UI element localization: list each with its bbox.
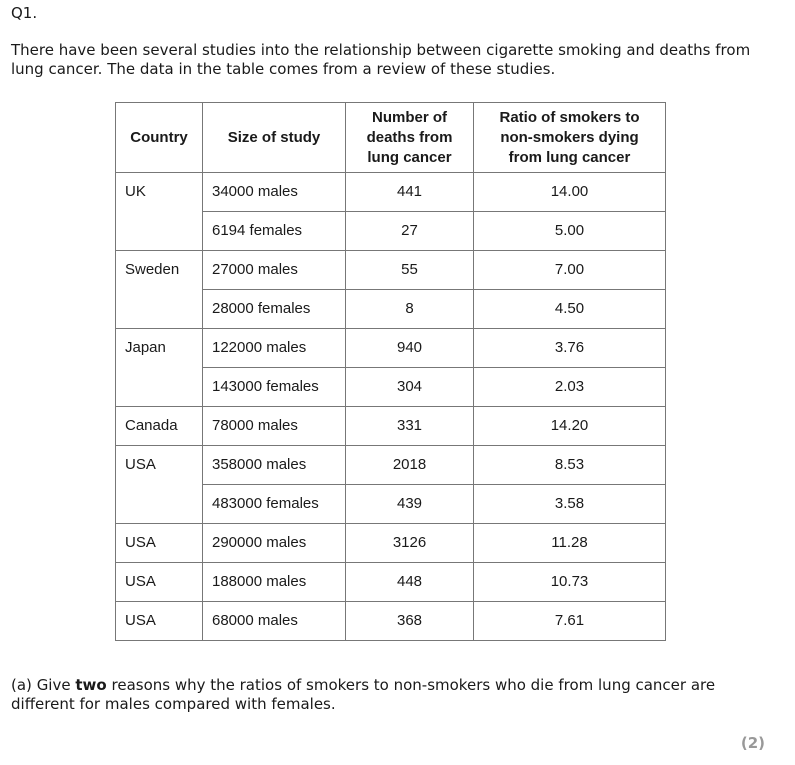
cell-country — [116, 290, 203, 329]
cell-ratio: 10.73 — [474, 563, 666, 602]
cell-size: 483000 females — [203, 485, 346, 524]
cell-ratio: 14.00 — [474, 173, 666, 212]
cell-country: Sweden — [116, 251, 203, 290]
part-a-prefix: Give — [36, 676, 71, 694]
marks-label: (2) — [740, 734, 765, 752]
cell-deaths: 2018 — [346, 446, 474, 485]
cell-size: 290000 males — [203, 524, 346, 563]
cell-ratio: 2.03 — [474, 368, 666, 407]
cell-ratio: 11.28 — [474, 524, 666, 563]
cell-size: 28000 females — [203, 290, 346, 329]
cell-country — [116, 368, 203, 407]
lung-cancer-table — [115, 102, 666, 641]
question-number: Q1. — [11, 4, 38, 22]
cell-size: 6194 females — [203, 212, 346, 251]
cell-country — [116, 485, 203, 524]
cell-ratio: 4.50 — [474, 290, 666, 329]
cell-ratio: 7.00 — [474, 251, 666, 290]
question-intro: There have been several studies into the relationship between cigarette smoking and deaths from lung cancer. The data in the table comes from a review of these studies. — [11, 41, 751, 78]
cell-ratio: 7.61 — [474, 602, 666, 641]
cell-country: USA — [116, 602, 203, 641]
cell-deaths: 304 — [346, 368, 474, 407]
part-a-question — [11, 676, 781, 714]
cell-deaths: 8 — [346, 290, 474, 329]
cell-country: USA — [116, 524, 203, 563]
table-row — [116, 563, 666, 602]
header-size: Size of study — [203, 103, 346, 173]
table-row — [116, 212, 666, 251]
part-a-label: (a) — [11, 676, 32, 694]
header-ratio — [474, 103, 666, 173]
cell-deaths: 940 — [346, 329, 474, 368]
cell-deaths: 439 — [346, 485, 474, 524]
cell-deaths: 3126 — [346, 524, 474, 563]
part-a-text: reasons why the ratios of smokers to non-smokers who die from lung cancer are different for males compared with females. — [11, 676, 716, 713]
cell-deaths: 27 — [346, 212, 474, 251]
cell-ratio: 14.20 — [474, 407, 666, 446]
cell-ratio: 8.53 — [474, 446, 666, 485]
cell-country: Canada — [116, 407, 203, 446]
header-ratio-line: non-smokers dying — [500, 128, 639, 146]
table-row — [116, 407, 666, 446]
cell-ratio: 3.58 — [474, 485, 666, 524]
cell-country: Japan — [116, 329, 203, 368]
cell-size: 68000 males — [203, 602, 346, 641]
cell-size: 27000 males — [203, 251, 346, 290]
cell-country — [116, 212, 203, 251]
table-row — [116, 173, 666, 212]
header-ratio-line: Ratio of smokers to — [499, 108, 640, 126]
cell-size: 143000 females — [203, 368, 346, 407]
cell-size: 122000 males — [203, 329, 346, 368]
cell-country: USA — [116, 446, 203, 485]
cell-deaths: 55 — [346, 251, 474, 290]
cell-deaths: 331 — [346, 407, 474, 446]
cell-size: 34000 males — [203, 173, 346, 212]
table-header-row — [116, 103, 666, 173]
cell-ratio: 3.76 — [474, 329, 666, 368]
table-row — [116, 485, 666, 524]
cell-size: 358000 males — [203, 446, 346, 485]
header-deaths-line: deaths from — [366, 128, 453, 146]
cell-size: 78000 males — [203, 407, 346, 446]
table-row — [116, 251, 666, 290]
table-row — [116, 446, 666, 485]
header-deaths — [346, 103, 474, 173]
table-row — [116, 368, 666, 407]
cell-size: 188000 males — [203, 563, 346, 602]
cell-deaths: 441 — [346, 173, 474, 212]
table-row — [116, 329, 666, 368]
part-a-emphasis: two — [75, 676, 107, 694]
header-country: Country — [116, 103, 203, 173]
table-row — [116, 524, 666, 563]
header-deaths-line: lung cancer — [367, 148, 452, 166]
header-ratio-line: from lung cancer — [508, 148, 631, 166]
cell-country: USA — [116, 563, 203, 602]
cell-deaths: 368 — [346, 602, 474, 641]
cell-country: UK — [116, 173, 203, 212]
cell-deaths: 448 — [346, 563, 474, 602]
cell-ratio: 5.00 — [474, 212, 666, 251]
table-row — [116, 602, 666, 641]
header-deaths-line: Number of — [372, 108, 447, 126]
table-row — [116, 290, 666, 329]
